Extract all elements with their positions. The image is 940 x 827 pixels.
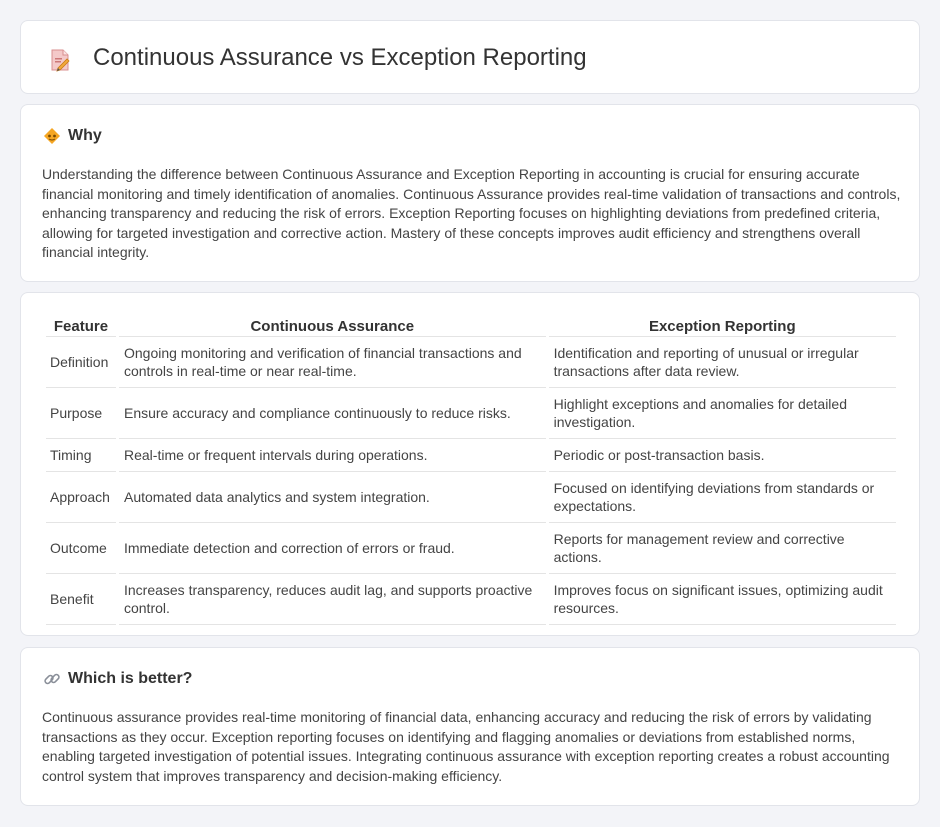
table-row xyxy=(46,337,896,388)
which-is-better-section xyxy=(20,647,920,806)
table-header-row xyxy=(46,315,896,337)
table-row xyxy=(46,388,896,439)
feature-cell: Outcome xyxy=(46,523,116,574)
page-title: Continuous Assurance vs Exception Reporting xyxy=(93,44,587,71)
comparison-section xyxy=(20,292,920,636)
why-title: Why xyxy=(68,127,102,144)
continuous-assurance-cell: Increases transparency, reduces audit lag, and supports proactive control. xyxy=(119,574,546,625)
exception-reporting-cell: Reports for management review and corrective actions. xyxy=(549,523,896,574)
comparison-table xyxy=(43,315,899,625)
table-row xyxy=(46,523,896,574)
better-text: Continuous assurance provides real-time monitoring of financial data, enhancing accuracy and reducing the risk of errors by validating transactions as they occur. Exception reporting focuses on identifying and flagging anomalies or deviations from established norms, enabling targeted investigation of potential issues. Integrating continuous assurance with exception reporting creates a robust accounting control system that improves transparency and decision-making efficiency. xyxy=(42,709,890,784)
exception-reporting-cell: Improves focus on significant issues, optimizing audit resources. xyxy=(549,574,896,625)
continuous-assurance-cell: Ongoing monitoring and verification of financial transactions and controls in real-time or near real-time. xyxy=(119,337,546,388)
continuous-assurance-cell: Automated data analytics and system integration. xyxy=(119,472,546,523)
table-row xyxy=(46,439,896,472)
title-card xyxy=(20,20,920,94)
continuous-assurance-cell: Ensure accuracy and compliance continuously to reduce risks. xyxy=(119,388,546,439)
feature-cell: Benefit xyxy=(46,574,116,625)
document-pencil-icon xyxy=(49,48,71,72)
exception-reporting-cell: Focused on identifying deviations from standards or expectations. xyxy=(549,472,896,523)
continuous-assurance-cell: Immediate detection and correction of errors or fraud. xyxy=(119,523,546,574)
feature-cell: Approach xyxy=(46,472,116,523)
better-heading xyxy=(43,670,192,688)
link-icon xyxy=(43,670,61,688)
header-continuous-assurance: Continuous Assurance xyxy=(119,315,546,337)
why-section xyxy=(20,104,920,282)
exception-reporting-cell: Identification and reporting of unusual or irregular transactions after data review. xyxy=(549,337,896,388)
feature-cell: Definition xyxy=(46,337,116,388)
continuous-assurance-cell: Real-time or frequent intervals during operations. xyxy=(119,439,546,472)
why-heading xyxy=(43,127,102,145)
feature-cell: Purpose xyxy=(46,388,116,439)
exception-reporting-cell: Periodic or post-transaction basis. xyxy=(549,439,896,472)
table-row xyxy=(46,472,896,523)
why-text: Understanding the difference between Continuous Assurance and Exception Reporting in accounting is crucial for ensuring accurate financial monitoring and timely identification of anomalies. Continuous Assurance provides real-time validation of transactions and controls, enhancing transparency and reducing the risk of errors. Exception Reporting focuses on highlighting deviations from predefined criteria, allowing for targeted investigation and corrective action. Mastery of these concepts improves audit efficiency and strengthens overall financial integrity. xyxy=(42,166,901,261)
better-title: Which is better? xyxy=(68,670,193,687)
header-feature: Feature xyxy=(46,315,116,337)
diamond-badge-icon xyxy=(43,127,61,145)
feature-cell: Timing xyxy=(46,439,116,472)
exception-reporting-cell: Highlight exceptions and anomalies for detailed investigation. xyxy=(549,388,896,439)
header-exception-reporting: Exception Reporting xyxy=(549,315,896,337)
table-row xyxy=(46,574,896,625)
